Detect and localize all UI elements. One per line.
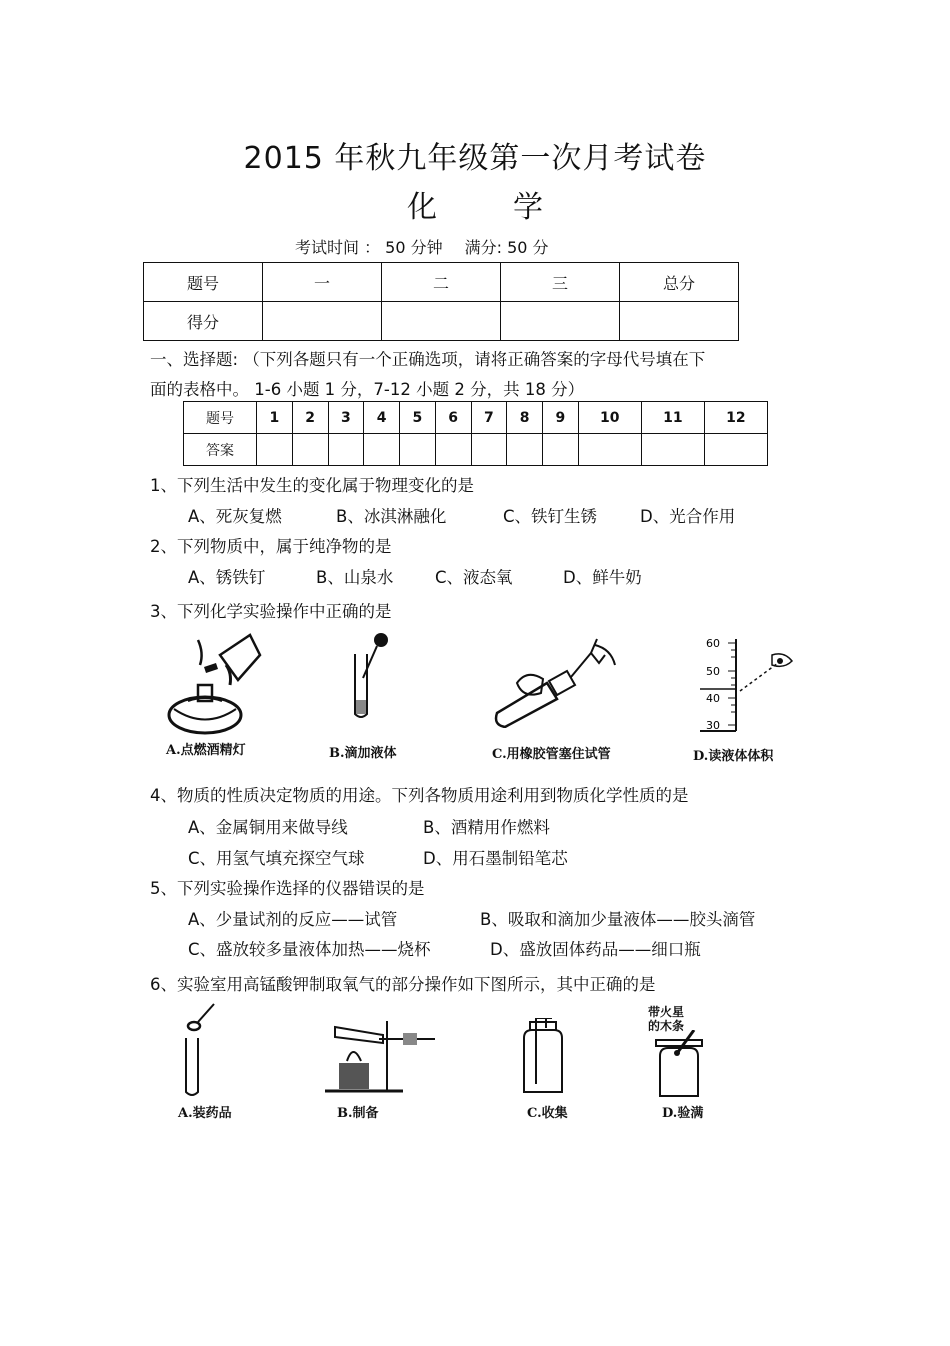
answer-cell[interactable] (328, 434, 364, 466)
figure-caption: B.滴加液体 (329, 746, 397, 761)
answer-cell[interactable] (435, 434, 471, 466)
answer-number: 4 (364, 402, 400, 434)
figure-caption: B.制备 (337, 1106, 379, 1121)
score-header-cell: 二 (382, 263, 501, 302)
section-instructions-line2: 面的表格中。 1-6 小题 1 分，7-12 小题 2 分，共 18 分） (150, 380, 585, 399)
option-c: C、盛放较多量液体加热——烧杯 (188, 940, 431, 959)
full-score: 满分: 50 分 (464, 238, 549, 257)
option-a: A、少量试剂的反应——试管 (188, 910, 398, 929)
scale-tick-label: 30 (706, 719, 720, 732)
answer-input-row (184, 434, 768, 466)
rubber-stopper-figure (487, 633, 627, 728)
question-stem: 2、下列物质中，属于纯净物的是 (150, 537, 392, 556)
gas-bottle-figure (518, 1018, 568, 1096)
heating-apparatus-figure (325, 1015, 440, 1097)
score-input-cell[interactable] (501, 302, 620, 341)
splint-label-line1: 带火星 (648, 1005, 685, 1019)
score-header-cell: 总分 (620, 263, 739, 302)
option-a: A、死灰复燃 (188, 507, 282, 526)
section-instructions-line1: 一、选择题: （下列各题只有一个正确选项，请将正确答案的字母代号填在下 (150, 350, 706, 369)
answer-cell[interactable] (641, 434, 704, 466)
score-header-cell: 一 (263, 263, 382, 302)
scale-tick-label: 40 (706, 692, 720, 705)
figure-caption: A.装药品 (178, 1106, 232, 1121)
option-b: B、冰淇淋融化 (336, 507, 447, 526)
answer-cell[interactable] (292, 434, 328, 466)
answer-number: 12 (704, 402, 767, 434)
oxygen-test-bottle-figure (650, 1030, 710, 1100)
graduated-cylinder-figure (700, 635, 800, 735)
option-b: B、酒精用作燃料 (423, 818, 550, 837)
question-stem: 6、实验室用高锰酸钾制取氧气的部分操作如下图所示，其中正确的是 (150, 975, 656, 994)
figure-caption: D.验满 (662, 1106, 704, 1121)
answer-number: 11 (641, 402, 704, 434)
answer-cell[interactable] (471, 434, 507, 466)
question-stem: 3、下列化学实验操作中正确的是 (150, 602, 392, 621)
answer-number: 3 (328, 402, 364, 434)
scale-tick-label: 50 (706, 665, 720, 678)
option-c: C、用氢气填充探空气球 (188, 849, 365, 868)
exam-meta (295, 235, 549, 258)
answer-row-label: 题号 (184, 402, 257, 434)
figure-caption: A.点燃酒精灯 (166, 743, 246, 758)
option-b: B、山泉水 (316, 568, 394, 587)
option-d: D、鲜牛奶 (563, 568, 642, 587)
answer-cell[interactable] (578, 434, 641, 466)
option-c: C、铁钉生锈 (503, 507, 598, 526)
answer-cell[interactable] (257, 434, 293, 466)
figure-caption: D.读液体体积 (693, 749, 774, 764)
exam-title: 2015 年秋九年级第一次月考试卷 (243, 141, 707, 176)
answer-cell[interactable] (543, 434, 579, 466)
alcohol-lamp-figure (160, 625, 270, 740)
question-stem: 5、下列实验操作选择的仪器错误的是 (150, 879, 425, 898)
subject-heading (0, 182, 950, 226)
subject-char: 化 (407, 190, 437, 225)
answer-cell[interactable] (704, 434, 767, 466)
answer-row-label: 答案 (184, 434, 257, 466)
score-header-cell: 三 (501, 263, 620, 302)
answer-cell[interactable] (364, 434, 400, 466)
splint-label-line2: 的木条 (648, 1019, 685, 1033)
score-row-label: 得分 (144, 302, 263, 341)
answer-number: 7 (471, 402, 507, 434)
figure-caption: C.收集 (527, 1106, 568, 1121)
answer-number: 10 (578, 402, 641, 434)
spatula-tube-figure (180, 1000, 230, 1098)
answer-number: 9 (543, 402, 579, 434)
answer-number: 5 (400, 402, 436, 434)
option-d: D、光合作用 (640, 507, 736, 526)
score-input-cell[interactable] (620, 302, 739, 341)
scale-tick-label: 60 (706, 637, 720, 650)
exam-time: 考试时间 ： 50 分钟 (295, 238, 443, 257)
figure-caption: C.用橡胶管塞住试管 (492, 747, 611, 762)
dropper-tube-figure (345, 628, 395, 723)
score-value-row (144, 302, 739, 341)
score-input-cell[interactable] (382, 302, 501, 341)
answer-table (183, 401, 768, 466)
answer-number: 1 (257, 402, 293, 434)
score-header-row (144, 263, 739, 302)
option-b: B、吸取和滴加少量液体——胶头滴管 (480, 910, 756, 929)
answer-number: 6 (435, 402, 471, 434)
score-table (143, 262, 739, 341)
answer-number: 2 (292, 402, 328, 434)
subject-char: 学 (513, 190, 543, 225)
answer-number-row (184, 402, 768, 434)
option-c: C、液态氧 (435, 568, 513, 587)
score-input-cell[interactable] (263, 302, 382, 341)
score-header-cell: 题号 (144, 263, 263, 302)
question-stem: 4、物质的性质决定物质的用途。下列各物质用途利用到物质化学性质的是 (150, 786, 689, 805)
option-d: D、用石墨制铅笔芯 (423, 849, 568, 868)
question-stem: 1、下列生活中发生的变化属于物理变化的是 (150, 476, 474, 495)
answer-cell[interactable] (507, 434, 543, 466)
answer-cell[interactable] (400, 434, 436, 466)
option-d: D、盛放固体药品——细口瓶 (490, 940, 701, 959)
option-a: A、金属铜用来做导线 (188, 818, 348, 837)
option-a: A、锈铁钉 (188, 568, 266, 587)
answer-number: 8 (507, 402, 543, 434)
